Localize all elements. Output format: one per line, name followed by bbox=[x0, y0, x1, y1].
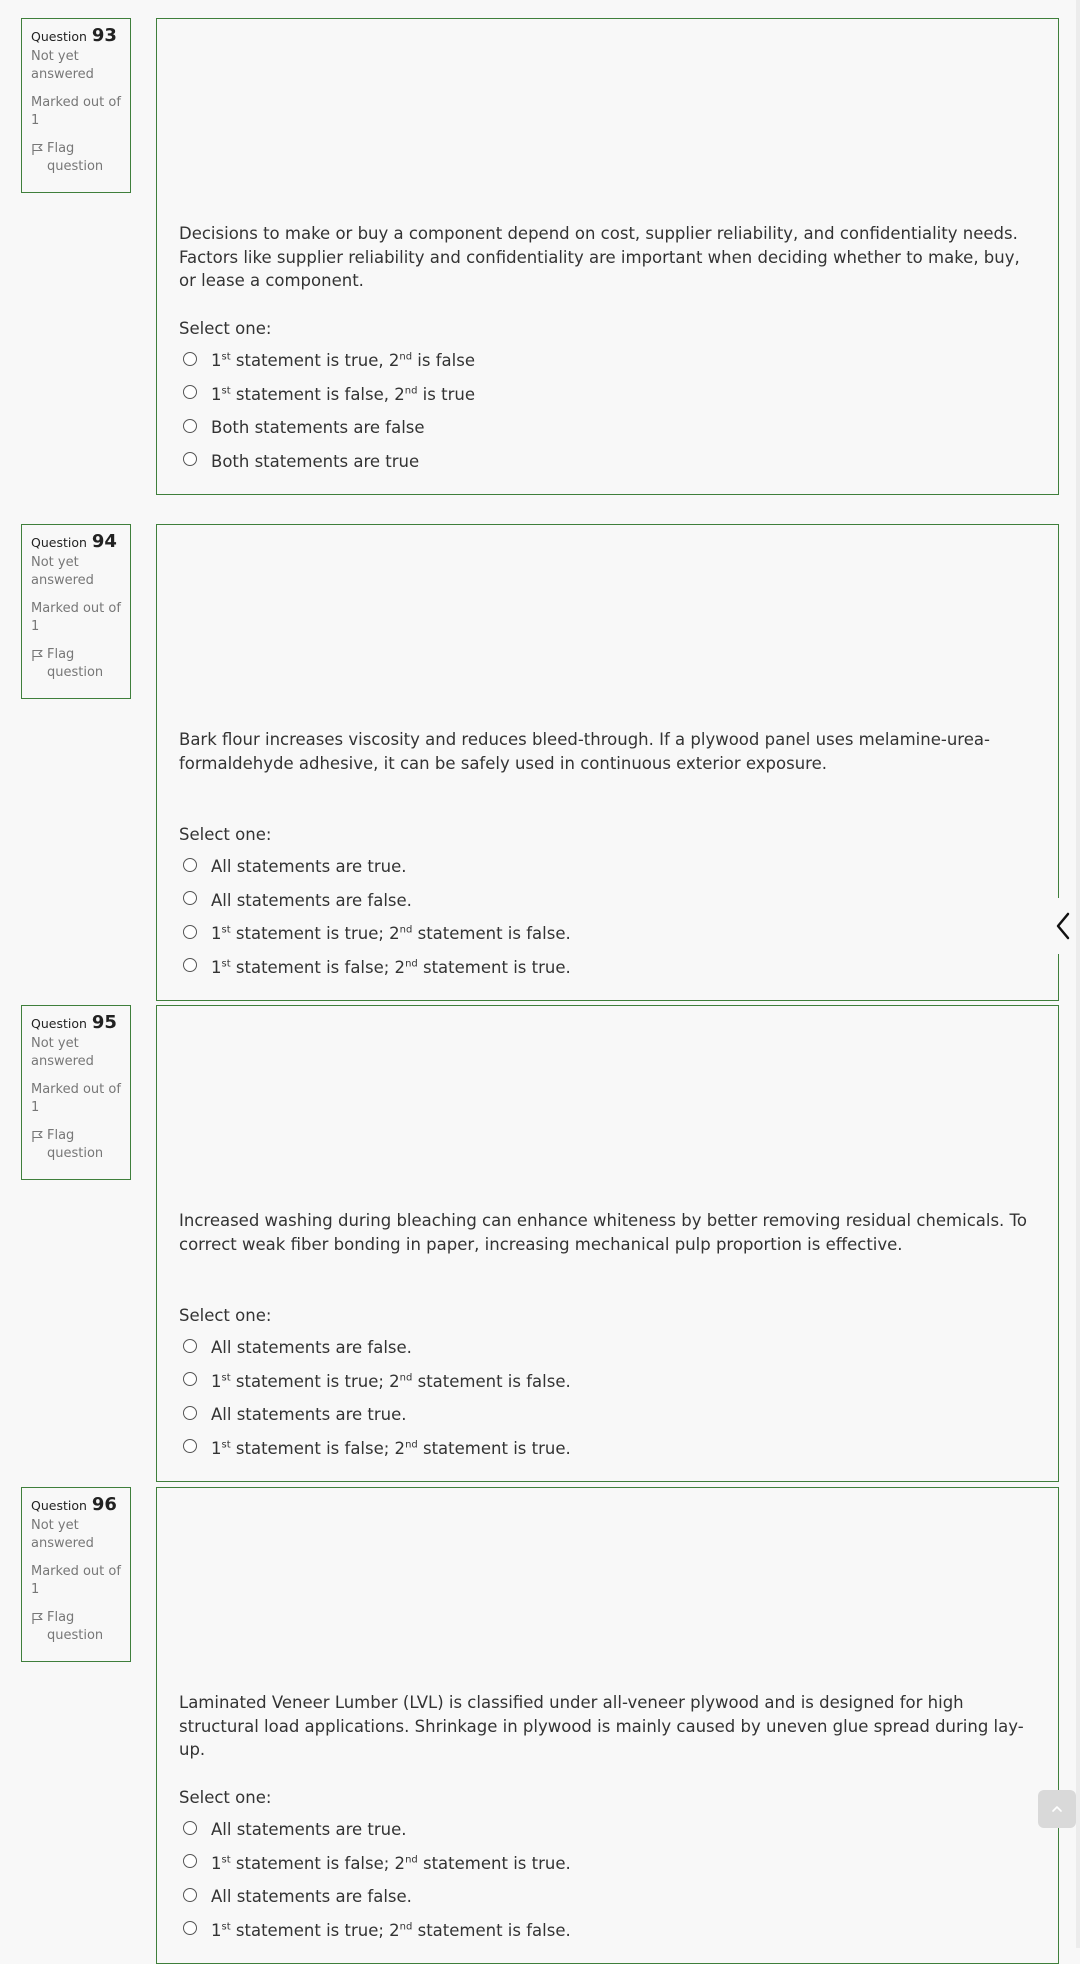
answer-label: 1st statement is true, 2nd is false bbox=[211, 351, 475, 371]
question-content bbox=[156, 524, 1059, 1001]
question-number bbox=[31, 1496, 121, 1515]
answer-label: 1st statement is true; 2nd statement is false. bbox=[211, 1371, 571, 1391]
answer-radio[interactable] bbox=[183, 419, 197, 433]
flag-question-label: Flag question bbox=[47, 1128, 104, 1161]
question-number bbox=[31, 1014, 121, 1033]
answer-options bbox=[183, 1813, 571, 1947]
answer-radio[interactable] bbox=[183, 925, 197, 939]
answer-options bbox=[183, 1331, 571, 1465]
flag-question-toggle[interactable] bbox=[31, 1127, 121, 1163]
answer-radio[interactable] bbox=[183, 452, 197, 466]
question-text: Bark flour increases viscosity and reduces bleed-through. If a plywood panel uses melamine-urea-formaldehyde adhesive, it can be safely used in continuous exterior exposure. bbox=[179, 730, 990, 773]
question-info bbox=[21, 1005, 131, 1180]
answer-option-1[interactable] bbox=[183, 1331, 571, 1365]
answer-prompt: Select one: bbox=[179, 1788, 272, 1807]
answer-radio[interactable] bbox=[183, 1888, 197, 1902]
question-number-value: 95 bbox=[91, 1012, 117, 1033]
question-info bbox=[21, 1487, 131, 1662]
answer-option-2[interactable] bbox=[183, 884, 571, 918]
answer-radio[interactable] bbox=[183, 891, 197, 905]
question-number-value: 93 bbox=[91, 25, 117, 46]
answer-radio[interactable] bbox=[183, 1854, 197, 1868]
question-info bbox=[21, 18, 131, 193]
answer-radio[interactable] bbox=[183, 1821, 197, 1835]
flag-icon bbox=[31, 649, 44, 662]
flag-icon bbox=[31, 1612, 44, 1625]
question-number-value: 96 bbox=[91, 1494, 117, 1515]
answer-option-3[interactable] bbox=[183, 1880, 571, 1914]
answer-label: All statements are true. bbox=[211, 857, 407, 877]
answer-radio[interactable] bbox=[183, 1921, 197, 1935]
question-state: Not yet answered bbox=[31, 1518, 94, 1551]
back-to-top-button[interactable] bbox=[1038, 1790, 1076, 1828]
answer-option-3[interactable] bbox=[183, 411, 475, 445]
answer-prompt: Select one: bbox=[179, 825, 272, 844]
answer-prompt: Select one: bbox=[179, 319, 272, 338]
question-label: Question bbox=[31, 535, 87, 550]
answer-radio[interactable] bbox=[183, 1439, 197, 1453]
question-grade: Marked out of 1 bbox=[31, 1564, 121, 1597]
flag-icon bbox=[31, 143, 44, 156]
scrollbar-track[interactable] bbox=[1076, 0, 1080, 1948]
answer-label: Both statements are true bbox=[211, 451, 420, 471]
answer-radio[interactable] bbox=[183, 1406, 197, 1420]
question-state: Not yet answered bbox=[31, 555, 94, 588]
answer-label: All statements are true. bbox=[211, 1405, 407, 1425]
answer-label: All statements are false. bbox=[211, 1338, 412, 1358]
answer-option-4[interactable] bbox=[183, 1914, 571, 1948]
answer-label: All statements are false. bbox=[211, 1887, 412, 1907]
answer-label: 1st statement is true; 2nd statement is false. bbox=[211, 924, 571, 944]
answer-radio[interactable] bbox=[183, 1372, 197, 1386]
answer-options bbox=[183, 850, 571, 984]
answer-radio[interactable] bbox=[183, 858, 197, 872]
answer-option-1[interactable] bbox=[183, 344, 475, 378]
answer-option-3[interactable] bbox=[183, 1398, 571, 1432]
flag-question-toggle[interactable] bbox=[31, 140, 121, 176]
question-content bbox=[156, 18, 1059, 495]
answer-label: 1st statement is true; 2nd statement is false. bbox=[211, 1920, 571, 1940]
question-text: Increased washing during bleaching can enhance whiteness by better removing residual chemicals. To correct weak fiber bonding in paper, increasing mechanical pulp proportion is effective. bbox=[179, 1211, 1027, 1254]
flag-question-label: Flag question bbox=[47, 141, 104, 174]
question-content bbox=[156, 1487, 1059, 1964]
question-label: Question bbox=[31, 1016, 87, 1031]
flag-icon bbox=[31, 1130, 44, 1143]
answer-label: 1st statement is false, 2nd is true bbox=[211, 384, 475, 404]
question-text: Decisions to make or buy a component depend on cost, supplier reliability, and confidentiality needs. Factors like supplier reliability and confidentiality are important when deciding whether to make, buy, or lease a component. bbox=[179, 224, 1020, 290]
answer-radio[interactable] bbox=[183, 352, 197, 366]
answer-options bbox=[183, 344, 475, 478]
answer-option-2[interactable] bbox=[183, 1365, 571, 1399]
answer-option-1[interactable] bbox=[183, 1813, 571, 1847]
answer-option-4[interactable] bbox=[183, 445, 475, 479]
chevron-up-icon bbox=[1050, 1804, 1064, 1814]
answer-option-4[interactable] bbox=[183, 1432, 571, 1466]
question-grade: Marked out of 1 bbox=[31, 601, 121, 634]
answer-label: 1st statement is false; 2nd statement is true. bbox=[211, 1438, 571, 1458]
question-grade: Marked out of 1 bbox=[31, 95, 121, 128]
answer-label: 1st statement is false; 2nd statement is true. bbox=[211, 1853, 571, 1873]
flag-question-label: Flag question bbox=[47, 647, 104, 680]
answer-label: All statements are true. bbox=[211, 1820, 407, 1840]
answer-option-2[interactable] bbox=[183, 1847, 571, 1881]
answer-option-2[interactable] bbox=[183, 378, 475, 412]
answer-option-1[interactable] bbox=[183, 850, 571, 884]
answer-radio[interactable] bbox=[183, 1339, 197, 1353]
answer-radio[interactable] bbox=[183, 385, 197, 399]
answer-option-4[interactable] bbox=[183, 951, 571, 985]
question-number bbox=[31, 27, 121, 46]
flag-question-toggle[interactable] bbox=[31, 1609, 121, 1645]
question-content bbox=[156, 1005, 1059, 1482]
answer-label: All statements are false. bbox=[211, 890, 412, 910]
question-state: Not yet answered bbox=[31, 49, 94, 82]
question-label: Question bbox=[31, 1498, 87, 1513]
question-text: Laminated Veneer Lumber (LVL) is classified under all-veneer plywood and is designed for high structural load applications. Shrinkage in plywood is mainly caused by uneven glue spread during lay-up. bbox=[179, 1693, 1024, 1759]
question-number-value: 94 bbox=[91, 531, 117, 552]
answer-label: Both statements are false bbox=[211, 418, 425, 438]
question-label: Question bbox=[31, 29, 87, 44]
flag-question-label: Flag question bbox=[47, 1610, 104, 1643]
question-info bbox=[21, 524, 131, 699]
answer-label: 1st statement is false; 2nd statement is true. bbox=[211, 957, 571, 977]
answer-option-3[interactable] bbox=[183, 917, 571, 951]
answer-radio[interactable] bbox=[183, 958, 197, 972]
answer-prompt: Select one: bbox=[179, 1306, 272, 1325]
question-number bbox=[31, 533, 121, 552]
question-grade: Marked out of 1 bbox=[31, 1082, 121, 1115]
question-state: Not yet answered bbox=[31, 1036, 94, 1069]
flag-question-toggle[interactable] bbox=[31, 646, 121, 682]
